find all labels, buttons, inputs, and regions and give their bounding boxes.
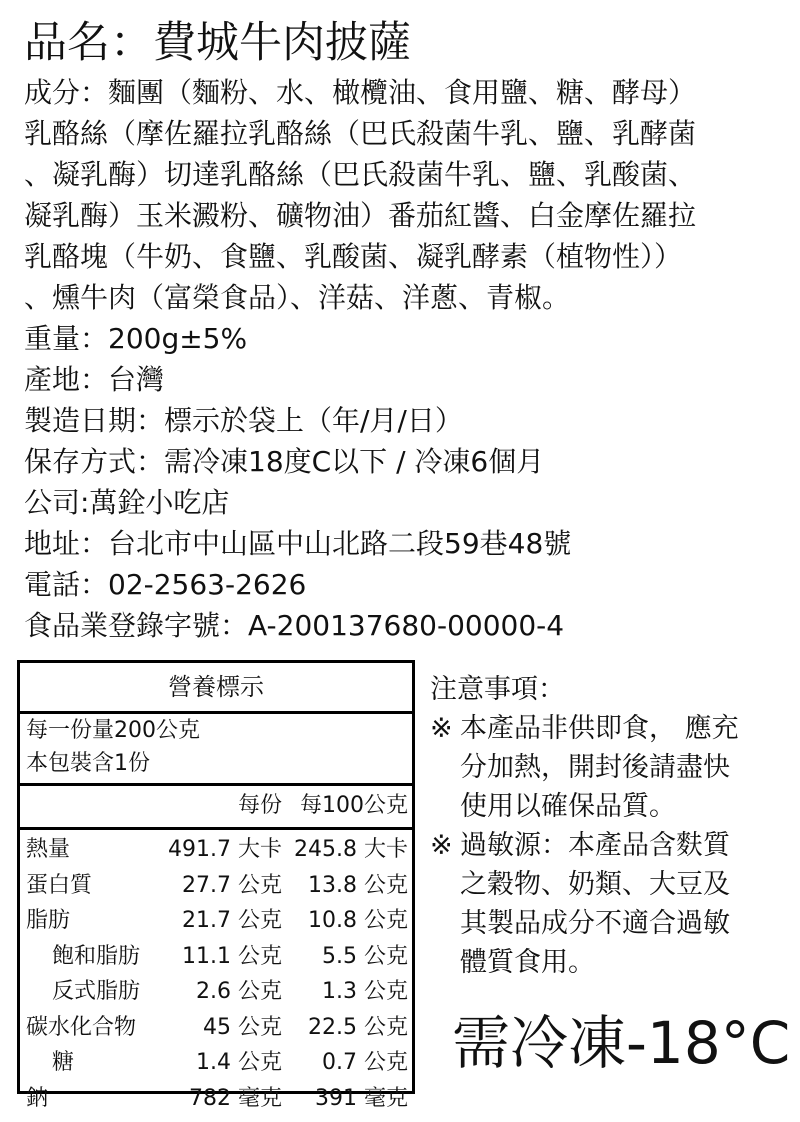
per-serving-value: 491.7 大卡 [168,837,282,862]
registration-line: 食品業登錄字號：A-200137680-00000-4 [24,609,565,642]
per-serving-value: 782 毫克 [189,1085,282,1111]
nutrient-label: 碳水化合物 [26,1014,137,1040]
nutrition-row [20,974,412,1010]
notes-heading: 注意事項： [430,674,565,705]
ingredients-line: 、燻牛肉（富榮食品）、洋菇、洋蔥、青椒。 [24,281,571,314]
address-line: 地址：台北市中山區中山北路二段59巷48號 [24,527,572,560]
nutrition-row [20,903,412,939]
nutrition-row [20,1081,412,1117]
nutrition-row [20,939,412,975]
nutrient-label: 脂肪 [26,908,71,933]
note-item [430,826,790,982]
weight-line: 重量：200g±5% [24,322,248,355]
product-info-block [24,72,784,646]
storage-line: 保存方式：需冷凍18度C以下 / 冷凍6個月 [24,445,545,478]
nutrition-row [20,868,412,904]
per-100g-value: 5.5 公克 [322,943,408,969]
caution-notes [430,670,790,982]
per-serving-value: 27.7 公克 [182,872,282,898]
reference-mark-icon: ※ [430,713,453,744]
manufacture-date-line: 製造日期：標示於袋上（年/月/日） [24,404,463,437]
note-line: 之穀物、奶類、大豆及 [460,869,730,900]
nutrition-row [20,1010,412,1046]
per-100g-value: 1.3 公克 [322,979,408,1004]
per-serving-value: 21.7 公克 [182,908,282,933]
nutrient-label: 蛋白質 [26,872,93,898]
ingredients-line: 成分：麵團（麵粉、水、橄欖油、食用鹽、糖、酵母） [24,76,697,109]
ingredients-line: 乳酪塊（牛奶、食鹽、乳酸菌、凝乳酵素（植物性）） [24,240,683,273]
note-line: 其製品成分不適合過敏 [460,908,730,939]
nutrient-label: 糖 [52,1050,75,1075]
note-item [430,709,790,826]
nutrient-label: 鈉 [26,1085,49,1111]
nutrition-facts-table [17,660,415,1111]
per-100g-value: 245.8 大卡 [294,837,408,862]
nutrient-label: 飽和脂肪 [52,943,141,969]
serving-size: 每一份量200公克 [26,718,200,743]
per-100g-value: 0.7 公克 [322,1050,408,1075]
per-100g-value: 13.8 公克 [308,872,408,898]
note-line: 使用以確保品質。 [460,791,676,822]
nutrient-label: 熱量 [26,837,71,862]
freeze-notice: 需冷凍-18°C [452,1009,791,1077]
nutrition-row [20,832,412,868]
nutrition-row [20,1045,412,1081]
ingredients-line: 、凝乳酶）切達乳酪絲（巴氏殺菌牛乳、鹽、乳酸菌、 [24,158,697,191]
per-serving-value: 2.6 公克 [196,979,282,1004]
per-serving-value: 45 公克 [203,1014,282,1040]
origin-line: 產地：台灣 [24,363,165,396]
per-100g-value: 22.5 公克 [308,1014,408,1040]
nutrition-column-headers [20,786,412,830]
servings-per-package: 本包裝含1份 [26,751,150,776]
product-name: 品名：費城牛肉披薩 [24,18,411,68]
note-line: 分加熱，開封後請盡快 [460,752,730,783]
note-line: 體質食用。 [460,947,595,978]
note-line: 本產品非供即食， 應充 [460,713,739,744]
per-100g-value: 391 毫克 [315,1085,408,1111]
per-100g-value: 10.8 公克 [308,908,408,933]
per-serving-value: 11.1 公克 [182,943,282,969]
per-serving-header: 每份 [237,793,282,818]
phone-line: 電話：02-2563-2626 [24,568,307,601]
per-100g-header: 每100公克 [300,793,408,818]
per-serving-value: 1.4 公克 [196,1050,282,1075]
reference-mark-icon: ※ [430,830,453,861]
nutrition-heading: 營養標示 [20,663,412,714]
nutrient-label: 反式脂肪 [52,979,141,1004]
serving-info [20,714,412,786]
note-line: 過敏源：本產品含麩質 [460,830,730,861]
nutrition-rows [20,830,412,1116]
ingredients-line: 凝乳酶）玉米澱粉、礦物油）番茄紅醬、白金摩佐羅拉 [24,199,697,232]
ingredients-line: 乳酪絲（摩佐羅拉乳酪絲（巴氏殺菌牛乳、鹽、乳酵菌 [24,117,697,150]
company-line: 公司:萬銓小吃店 [24,486,230,519]
